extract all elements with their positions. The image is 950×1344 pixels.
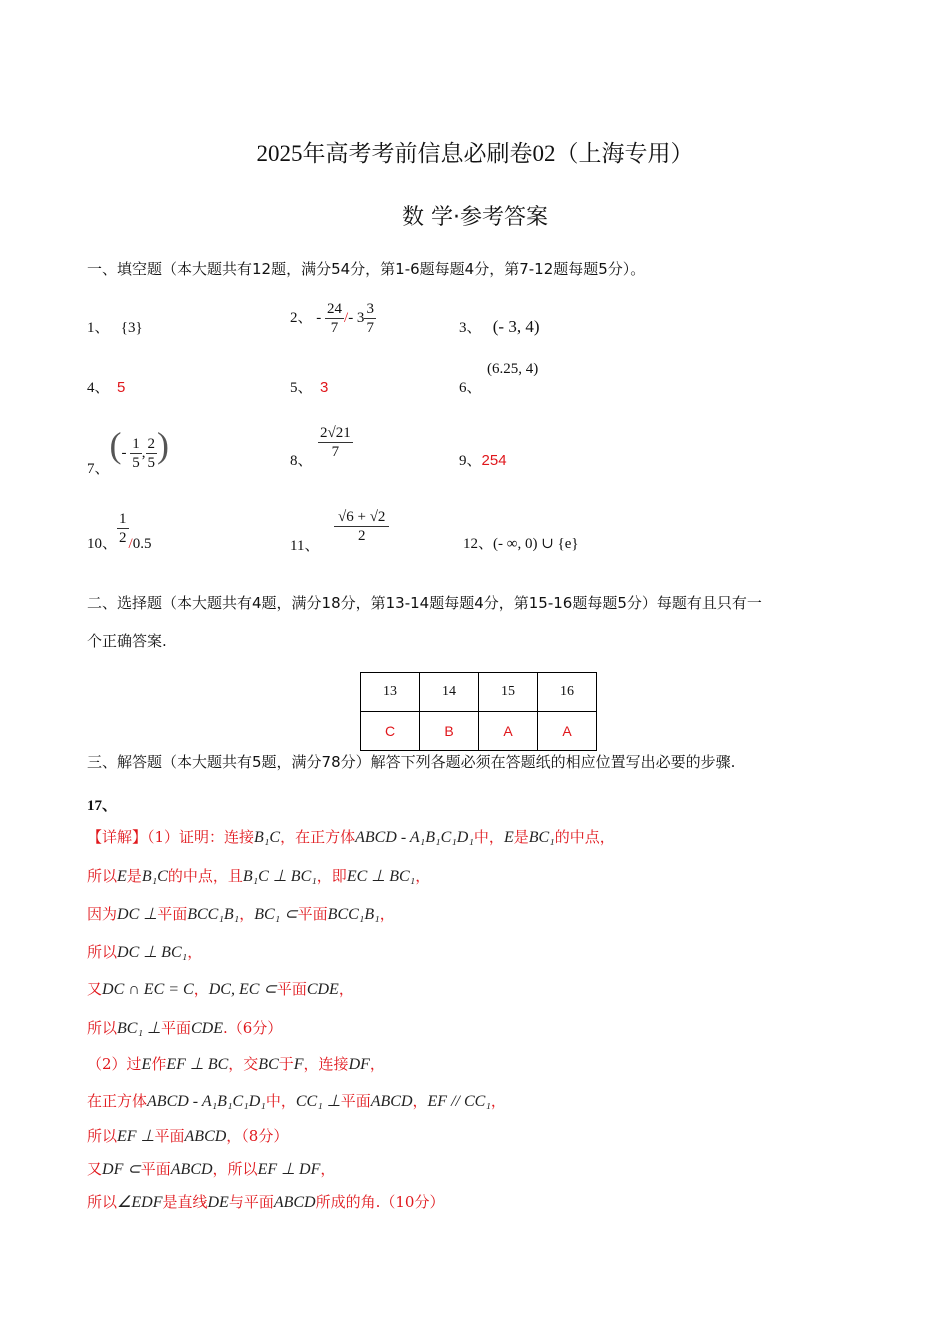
answer-value: (- ∞, 0) ∪ {e}: [493, 536, 579, 552]
solution-text: 平面: [154, 1127, 185, 1145]
solution-text: 【详解】（1）证明：连接: [87, 828, 255, 846]
denominator: 7: [366, 320, 374, 336]
answer-value: 5: [117, 379, 126, 396]
solution-text: 中，: [473, 828, 504, 846]
comma: ,: [141, 445, 146, 461]
solution-line: [87, 865, 430, 886]
table-row: [361, 712, 597, 751]
math-expression: DC ∩ EC = C: [102, 981, 194, 998]
table-header-cell: 16: [538, 673, 597, 712]
answer-value: (- 3, 4): [492, 317, 540, 336]
denominator: 2: [357, 528, 366, 544]
math-expression: CDE: [306, 981, 339, 998]
denominator: 5: [147, 455, 156, 472]
solution-text: ，: [490, 1092, 506, 1110]
answer-number: 6、: [459, 380, 482, 396]
math-expression: DC ⊥ BC₁: [117, 944, 188, 961]
section-solution-heading: 三、解答题（本大题共有5题，满分78分）解答下列各题必须在答题纸的相应位置写出必要的步骤.: [87, 753, 736, 771]
solution-text: 所成的角.（10分）: [315, 1193, 445, 1211]
separator: /: [128, 535, 133, 552]
fraction: [318, 424, 353, 461]
solution-line: [87, 1090, 506, 1111]
solution-text: 作: [151, 1055, 167, 1073]
solution-text: 又: [87, 980, 103, 998]
solution-text: 是: [126, 867, 142, 885]
math-expression: B₁C ⊥ BC₁: [242, 868, 317, 885]
minus-sign: -: [121, 445, 127, 461]
document-subtitle: 数 学·参考答案: [402, 205, 548, 230]
math-expression: E: [117, 868, 127, 885]
choice-answer-table: [360, 672, 597, 751]
answer-number: 1、: [87, 320, 110, 336]
answer-11-number: 11、: [290, 538, 320, 554]
solution-line: [87, 1053, 385, 1074]
solution-line: [87, 903, 395, 924]
numerator: √6 + √2: [334, 508, 389, 527]
math-expression: ABCD: [273, 1194, 316, 1211]
numerator: 3: [366, 301, 374, 317]
solution-text: ，所以: [212, 1160, 258, 1178]
solution-text: ，: [369, 1055, 385, 1073]
answer-9: [459, 449, 507, 470]
solution-text: 所以: [87, 867, 118, 885]
answer-number: 7、: [87, 461, 110, 477]
math-expression: BC₁ ⊥: [117, 1020, 161, 1037]
solution-text: ，: [338, 980, 354, 998]
answer-2: [290, 300, 376, 337]
solution-text: ，: [412, 1092, 428, 1110]
answer-value: 254: [481, 452, 507, 469]
denominator: 7: [330, 320, 339, 336]
section-choice-heading-cont: 个正确答案.: [87, 632, 167, 650]
math-expression: ABCD: [370, 1093, 413, 1110]
denominator: 7: [331, 444, 340, 460]
solution-text: 的中点，且: [167, 867, 243, 885]
solution-line: [87, 1125, 288, 1146]
math-expression: DF ⊂: [102, 1161, 141, 1178]
solution-text: ，在正方体: [280, 828, 356, 846]
answer-number: 2、: [290, 309, 313, 326]
answer-10: [87, 510, 151, 553]
solution-line: [87, 1158, 335, 1179]
math-expression: DC ⊥: [117, 906, 158, 923]
solution-line: [87, 1191, 444, 1212]
solution-text: 是: [513, 828, 529, 846]
math-expression: B₁C: [254, 829, 281, 846]
paren: (: [109, 425, 122, 465]
solution-line: [87, 978, 354, 999]
math-expression: EC ⊥ BC₁: [346, 868, 416, 885]
table-header-cell: 13: [361, 673, 420, 712]
math-expression: E: [141, 1056, 152, 1073]
paren: ): [157, 425, 170, 465]
answer-number: 9、: [459, 453, 482, 469]
fraction: [364, 300, 376, 337]
answer-8-number: 8、: [290, 453, 313, 469]
solution-text: 中，: [265, 1092, 296, 1110]
math-expression: B₁C: [141, 868, 168, 885]
solution-text: 在正方体: [87, 1092, 148, 1110]
solution-line: [87, 826, 615, 847]
answer-1: [87, 316, 143, 337]
question-17-label: 17、: [87, 798, 118, 814]
answer-value: 3: [320, 379, 329, 396]
math-expression: F: [293, 1056, 304, 1073]
fraction: [130, 435, 142, 472]
math-expression: BCC₁B₁: [187, 906, 240, 923]
math-expression: BC₁ ⊂: [254, 906, 298, 923]
solution-text: 的中点，: [554, 828, 615, 846]
solution-text: ，: [239, 905, 255, 923]
math-expression: ∠EDF: [117, 1194, 163, 1211]
solution-text: 平面: [140, 1160, 171, 1178]
math-expression: BC₁: [528, 829, 555, 846]
solution-text: ，: [193, 980, 209, 998]
math-expression: CDE: [190, 1020, 223, 1037]
answer-number: 5、: [290, 380, 313, 396]
math-expression: CC₁ ⊥: [295, 1093, 341, 1110]
table-header-cell: 14: [420, 673, 479, 712]
table-cell: A: [479, 712, 538, 751]
answer-number: 3、: [459, 320, 482, 336]
answer-7: [87, 424, 169, 478]
solution-text: ，即: [316, 867, 347, 885]
math-expression: ABCD - A₁B₁C₁D₁: [355, 829, 474, 846]
math-expression: EF ⊥ BC: [166, 1056, 229, 1073]
answer-number: 4、: [87, 380, 110, 396]
math-expression: DC, EC ⊂: [208, 981, 277, 998]
solution-text: 平面: [340, 1092, 371, 1110]
solution-text: 所以: [87, 1019, 118, 1037]
solution-text: ，: [320, 1160, 336, 1178]
math-expression: EF ⊥: [117, 1128, 155, 1145]
numerator: 2√21: [320, 425, 351, 441]
answer-11-value: [334, 508, 389, 545]
fraction: [146, 435, 158, 472]
table-header-row: [361, 673, 597, 712]
table-header-cell: 15: [479, 673, 538, 712]
table-cell: A: [538, 712, 597, 751]
math-expression: BC: [258, 1056, 279, 1073]
solution-text: 又: [87, 1160, 103, 1178]
document-title: 2025年高考考前信息必刷卷02（上海专用）: [256, 141, 694, 166]
numerator: 2: [147, 436, 156, 453]
separator: /: [344, 309, 349, 326]
solution-text: ，连接: [303, 1055, 349, 1073]
solution-text: ，: [187, 943, 203, 961]
math-expression: ABCD: [184, 1128, 227, 1145]
solution-text: 所以: [87, 943, 118, 961]
solution-text: 平面: [276, 980, 307, 998]
table-cell: C: [361, 712, 420, 751]
solution-text: .（6分）: [222, 1019, 283, 1037]
fraction: [117, 510, 129, 547]
section-choice-heading: 二、选择题（本大题共有4题，满分18分，第13-14题每题4分，第15-16题每题5分）每题有且只有一: [87, 594, 762, 612]
solution-text: 平面: [297, 905, 328, 923]
solution-text: ，交: [228, 1055, 259, 1073]
solution-text: ，（8分）: [226, 1127, 289, 1145]
math-expression: EF ⊥ DF: [257, 1161, 321, 1178]
math-expression: EF // CC₁: [427, 1093, 491, 1110]
math-expression: DF: [348, 1056, 370, 1073]
answer-number: 10、: [87, 535, 118, 552]
solution-text: 与平面: [228, 1193, 274, 1211]
solution-line: [87, 941, 202, 962]
solution-text: 所以: [87, 1193, 118, 1211]
denominator: 2: [119, 530, 127, 546]
answer-6-value: (6.25, 4): [487, 361, 539, 377]
table-cell: B: [420, 712, 479, 751]
fraction: [325, 300, 344, 337]
numerator: 1: [132, 436, 140, 453]
numerator: 1: [119, 511, 127, 527]
alt-value: 0.5: [132, 535, 152, 552]
solution-text: 平面: [157, 905, 188, 923]
minus-sign: -: [316, 309, 322, 326]
solution-text: 是直线: [162, 1193, 208, 1211]
solution-text: 平面: [160, 1019, 191, 1037]
answer-8-value: [318, 424, 353, 461]
solution-text: （2）过: [87, 1055, 142, 1073]
solution-text: 所以: [87, 1127, 118, 1145]
denominator: 5: [132, 455, 140, 472]
math-expression: ABCD - A₁B₁C₁D₁: [147, 1093, 266, 1110]
alt-whole: - 3: [348, 309, 365, 326]
solution-text: ，: [415, 867, 431, 885]
fraction: [334, 508, 389, 545]
answer-4: [87, 376, 125, 397]
answer-value: {3}: [120, 320, 143, 336]
numerator: 24: [327, 301, 343, 317]
solution-line: [87, 1017, 282, 1038]
answer-number: 12、: [463, 536, 494, 552]
answer-3: [459, 316, 540, 337]
answer-5: [290, 376, 328, 397]
answer-6: [459, 376, 482, 397]
answer-12: [463, 532, 579, 553]
solution-text: 于: [278, 1055, 294, 1073]
section-fill-blank-heading: 一、填空题（本大题共有12题，满分54分，第1-6题每题4分，第7-12题每题5分）。: [87, 260, 646, 278]
math-expression: BCC₁B₁: [327, 906, 380, 923]
math-expression: ABCD: [170, 1161, 213, 1178]
solution-text: ，: [379, 905, 395, 923]
math-expression: DE: [207, 1194, 229, 1211]
solution-text: 因为: [87, 905, 118, 923]
math-expression: E: [503, 829, 514, 846]
